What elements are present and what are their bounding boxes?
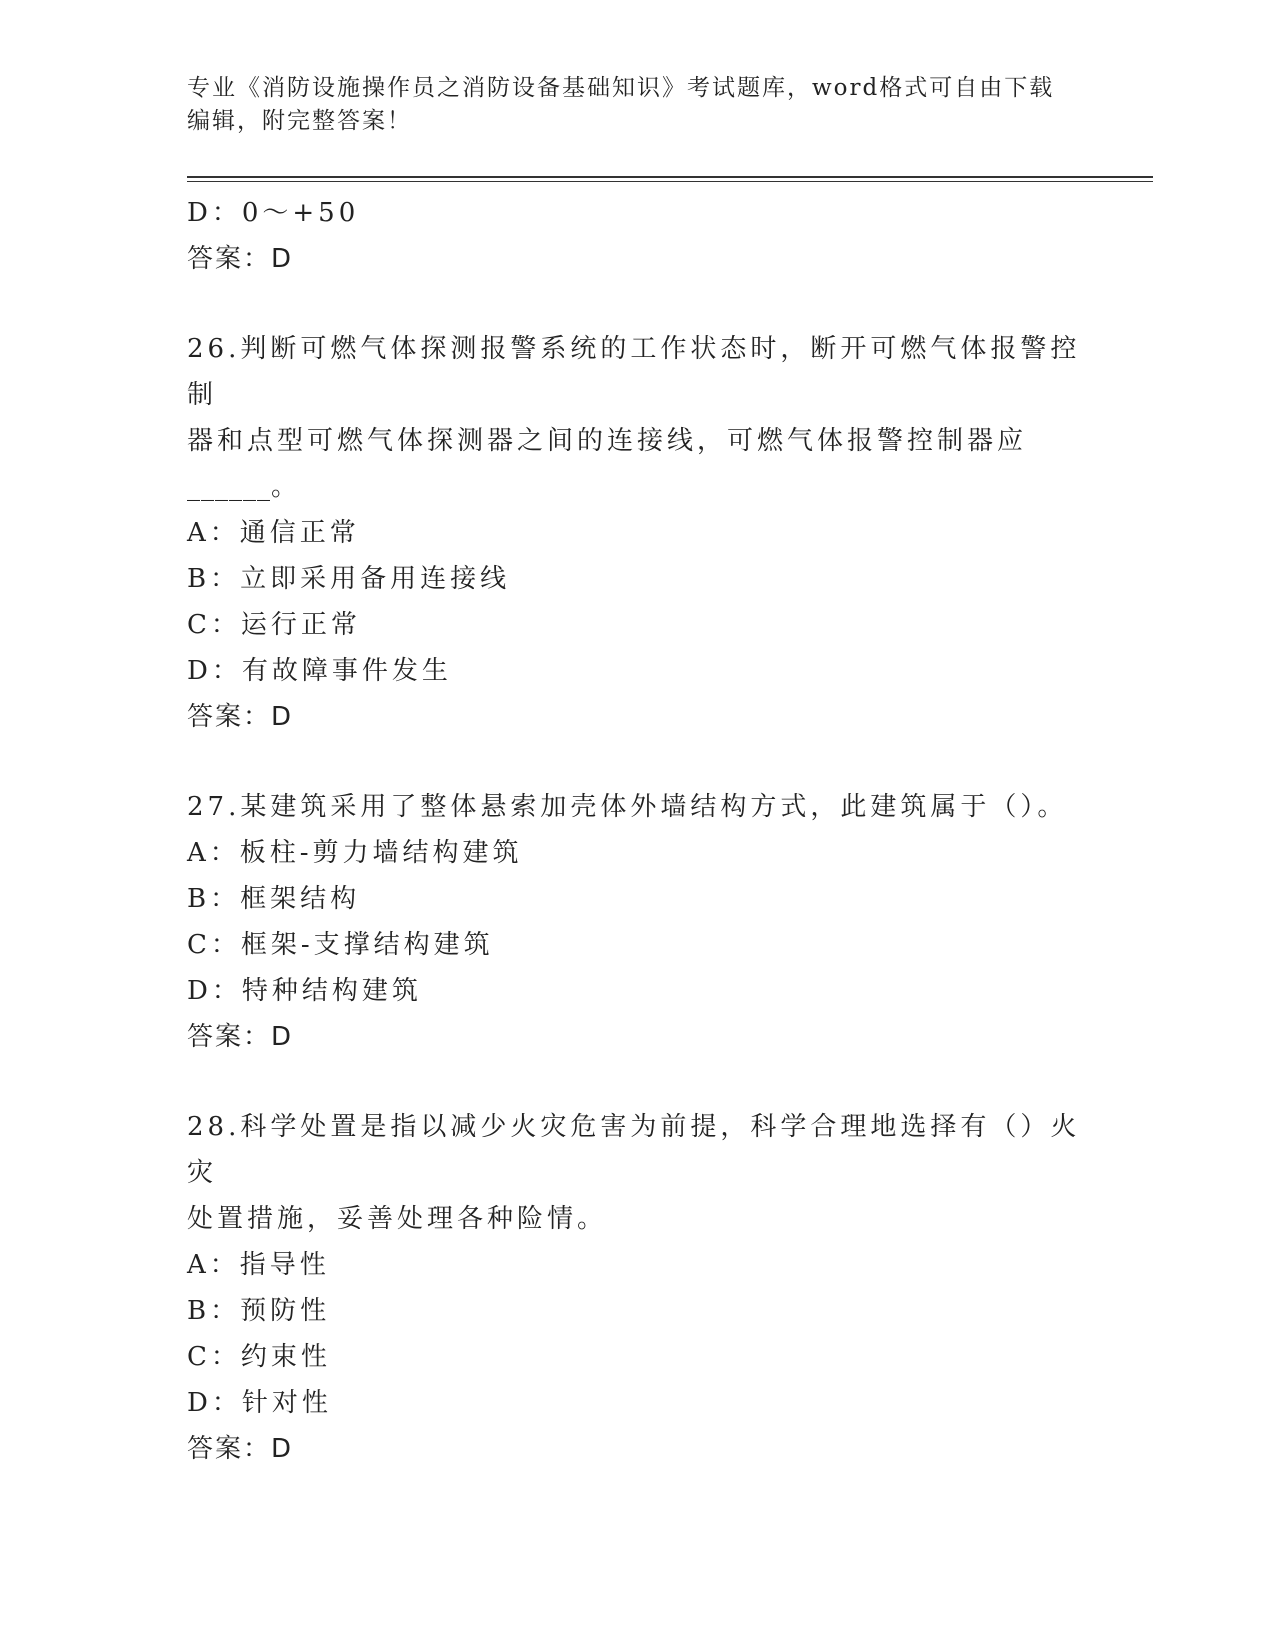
question-stem: 28.科学处置是指以减少火灾危害为前提，科学合理地选择有（）火灾: [187, 1112, 1081, 1188]
answer-line: 答案：D: [187, 1434, 294, 1464]
question-stem: 器和点型可燃气体探测器之间的连接线，可燃气体报警控制器应: [187, 426, 1028, 456]
option-c: C：约束性: [187, 1342, 331, 1372]
answer-line: 答案：D: [187, 244, 294, 274]
option-d: D：特种结构建筑: [187, 976, 422, 1006]
option-d: D：0～+50: [187, 198, 360, 228]
question-stem-blank: ______。: [187, 472, 299, 502]
answer-line: 答案：D: [187, 1022, 294, 1052]
question-26: [187, 326, 1087, 740]
previous-question-tail: [187, 190, 1087, 282]
option-a: A：指导性: [187, 1250, 330, 1280]
header-divider-thin: [187, 181, 1153, 182]
question-list: [187, 190, 1087, 1472]
option-a: A：板柱-剪力墙结构建筑: [187, 838, 523, 868]
question-stem: 26.判断可燃气体探测报警系统的工作状态时，断开可燃气体报警控制: [187, 334, 1081, 410]
header-divider-thick: [187, 176, 1153, 178]
question-stem: 处置措施，妥善处理各种险情。: [187, 1204, 608, 1234]
answer-line: 答案：D: [187, 702, 294, 732]
option-c: C：运行正常: [187, 610, 361, 640]
option-b: B：预防性: [187, 1296, 331, 1326]
option-b: B：框架结构: [187, 884, 361, 914]
question-28: [187, 1104, 1087, 1472]
option-d: D：针对性: [187, 1388, 332, 1418]
option-b: B：立即采用备用连接线: [187, 564, 511, 594]
document-header: 专业《消防设施操作员之消防设备基础知识》考试题库，word格式可自由下载编辑，附完整答案！: [187, 75, 1055, 134]
option-c: C：框架-支撑结构建筑: [187, 930, 494, 960]
question-27: [187, 784, 1087, 1060]
option-d: D：有故障事件发生: [187, 656, 452, 686]
option-a: A：通信正常: [187, 518, 360, 548]
question-stem: 27.某建筑采用了整体悬索加壳体外墙结构方式，此建筑属于（）。: [187, 792, 1068, 822]
